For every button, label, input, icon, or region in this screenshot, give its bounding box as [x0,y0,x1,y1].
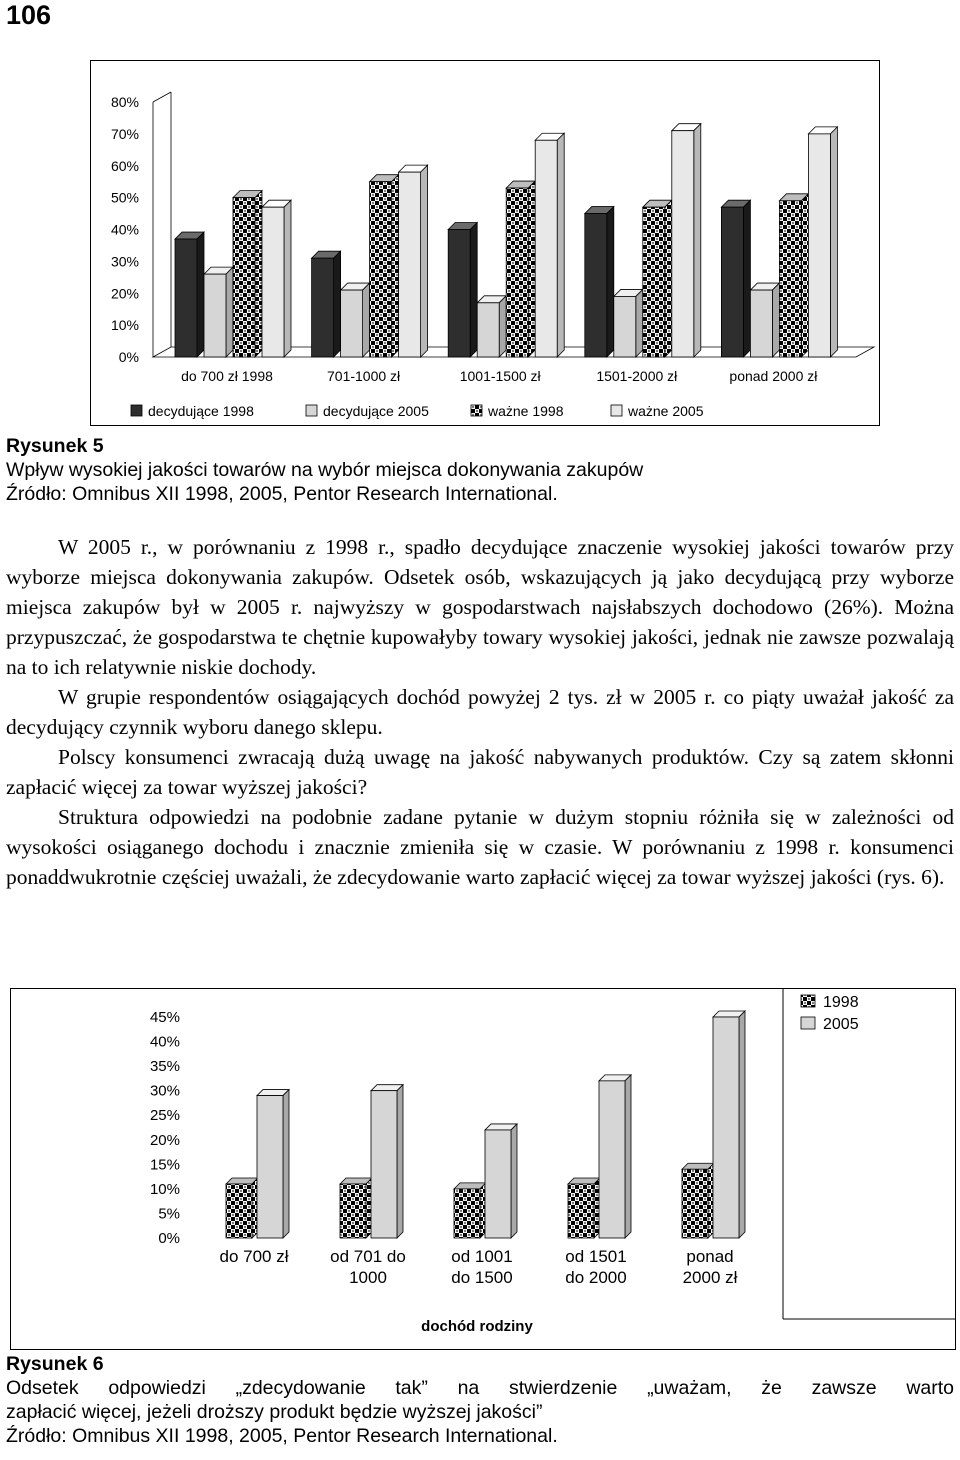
chart-willingness-to-pay [10,988,956,1350]
body-paragraph: W grupie respondentów osiągających dochód powyżej 2 tys. zł w 2005 r. co piąty uważał jakość za decydujący czynnik wyboru danego sklepu. [6,685,954,739]
bar-side [743,200,750,357]
bar-front [682,1169,708,1238]
bar-front [750,290,772,357]
legend-swatch [306,405,317,416]
bar-front [477,303,499,357]
wall-top-edge [153,92,171,102]
bar-side [255,191,262,357]
body-paragraph: Struktura odpowiedzi na podobnie zadane pytanie w dużym stopniu różniła się w zależności od wysokości osiąganego dochodu i znacznie zmieniła się w czasie. W porównaniu z 1998 r. konsumenci ponaddwukrotnie częściej uważali, że zdecydowanie warto zapłacić więcej za towar wyższej jakości (rys. 6). [6,805,954,889]
bar [233,191,262,357]
bar [454,1183,486,1238]
bar-front [643,207,665,357]
legend-swatch [611,405,622,416]
legend-swatch [801,1017,815,1029]
bar [779,194,808,357]
y-tick-label: 10% [149,1180,180,1198]
bar-front [614,296,636,357]
figure6-caption-line2: zapłacić więcej, jeżeli droższy produkt będzie wyższej jakości” [6,1401,543,1423]
bar-front [599,1081,625,1238]
x-category-label: 1501-2000 zł [596,368,678,384]
bar-front [257,1096,283,1238]
bar-side [830,127,837,357]
bar [175,232,204,357]
y-tick-label: 10% [110,317,139,334]
x-category-label: do 1500 [451,1268,513,1287]
x-category-label: do 2000 [565,1268,627,1287]
bar-side [392,175,399,357]
bar-front [672,131,694,357]
bar-side [694,124,701,357]
bar-front [779,201,801,357]
legend-label: ważne 2005 [628,403,704,419]
figure5-label: Rysunek 5 [6,435,104,457]
bar-front [341,290,363,357]
bar [585,207,614,357]
x-category-label: 2000 zł [682,1268,738,1287]
y-tick-label: 30% [110,253,139,270]
bar-front [226,1184,252,1238]
bar-side [283,1090,289,1238]
legend-swatch [801,995,815,1007]
y-tick-label: 20% [110,285,139,302]
bar-side [607,207,614,357]
body-paragraph: Polscy konsumenci zwracają dużą uwagę na jakość nabywanych produktów. Czy są zatem skłonni zapłacić więcej za towar wyższej jakości? [6,745,954,799]
bar-side [528,181,535,357]
bar-side [511,1124,517,1238]
bar-side [625,1075,631,1238]
bar-side [665,200,672,357]
bar-side [499,296,506,357]
x-category-label: do 700 zł [219,1247,289,1266]
bar-front [506,188,528,357]
legend-label: 2005 [823,1016,859,1033]
bar [448,223,477,358]
page-number: 106 [6,0,52,30]
y-tick-label: 60% [110,157,139,174]
bar-side [636,289,643,357]
bar-side [334,251,341,357]
bar [643,200,672,357]
bar-front [340,1184,366,1238]
bar [341,283,370,357]
x-category-label: ponad 2000 zł [729,368,818,384]
bar [535,133,564,357]
chart2-svg [11,989,955,1349]
x-category-label: od 701 do [330,1247,406,1266]
bar-front [585,214,607,357]
legend-swatch [471,405,482,416]
x-axis-title: dochód rodziny [421,1318,533,1335]
bar [614,289,643,357]
x-category-label: 701-1000 zł [327,368,401,384]
bar-side [284,200,291,357]
bar [568,1178,600,1238]
bar [485,1124,517,1238]
body-text [6,532,954,892]
bar-side [197,232,204,357]
bar-side [397,1085,403,1238]
bar [750,283,779,357]
bar-front [399,172,421,357]
bar [477,296,506,357]
bar-front [448,230,470,358]
bar [370,175,399,357]
bar [599,1075,631,1238]
bar [721,200,750,357]
bar-side [226,267,233,357]
bar [257,1090,289,1238]
bar-front [808,134,830,357]
chart-quality-store-choice [90,60,880,426]
body-paragraph: W 2005 r., w porównaniu z 1998 r., spadło decydujące znaczenie wysokiej jakości towarów przy wyborze miejsca dokonywania zakupów. Odsetek osób, wskazujących ją jako decydującą przy wyborze miejsca zakupów był w 2005 r. najwyższy w gospodarstwach najsłabszych dochodowo (26%). Można przypuszczać, że gospodarstwa te chętnie kupowałyby towary wysokiej jakości, jednak nie zawsze pozwalają na to ich relatywnie niskie dochody. [6,535,954,679]
bar [682,1163,714,1238]
y-tick-label: 0% [158,1230,180,1247]
bar-front [485,1130,511,1238]
bar [262,200,291,357]
bar-front [568,1184,594,1238]
legend-label: decydujące 2005 [323,403,429,419]
figure5-caption [6,434,643,506]
bar-front [721,207,743,357]
bar [506,181,535,357]
y-tick-label: 35% [149,1058,180,1076]
figure6-caption-line1: Odsetek odpowiedzi „zdecydowanie tak” na stwierdzenie „uważam, że zawsze warto [6,1377,954,1399]
x-category-label: od 1501 [565,1247,627,1266]
bar [399,165,428,357]
figure6-caption [6,1352,954,1448]
bar-front [312,258,334,357]
bar-side [421,165,428,357]
x-category-label: 1001-1500 zł [459,368,541,384]
y-tick-label: 40% [110,221,139,238]
bar-front [713,1017,739,1238]
bar-front [370,182,392,357]
legend-label: 1998 [823,994,859,1011]
figure5-source: Źródło: Omnibus XII 1998, 2005, Pentor Research International. [6,483,558,505]
legend-label: decydujące 1998 [148,403,254,419]
legend-label: ważne 1998 [488,403,564,419]
bar-front [262,207,284,357]
bar-side [363,283,370,357]
x-category-label: od 1001 [451,1247,513,1266]
bar [713,1011,745,1238]
bar [226,1178,258,1238]
y-tick-label: 20% [149,1131,180,1149]
chart1-svg [91,61,879,425]
x-category-label: 1000 [349,1268,387,1287]
y-tick-label: 70% [110,125,139,142]
x-category-label: ponad [686,1247,734,1266]
y-tick-label: 30% [149,1082,180,1100]
figure6-source: Źródło: Omnibus XII 1998, 2005, Pentor Research International. [6,1425,558,1447]
y-tick-label: 40% [149,1033,180,1051]
bar [204,267,233,357]
bar-side [772,283,779,357]
y-tick-label: 0% [118,349,139,365]
bar [808,127,837,357]
x-category-label: do 700 zł 1998 [181,368,273,384]
y-tick-label: 80% [110,94,139,110]
figure5-title: Wpływ wysokiej jakości towarów na wybór miejsca dokonywania zakupów [6,459,644,481]
bar-front [454,1189,480,1238]
bar-front [535,140,557,357]
bar-front [233,198,255,357]
y-tick-label: 50% [110,189,139,206]
bar [312,251,341,357]
figure6-label: Rysunek 6 [6,1353,104,1375]
bar-front [204,274,226,357]
bar-side [801,194,808,357]
bar [371,1085,403,1238]
bar-side [470,223,477,358]
y-tick-label: 45% [149,1009,180,1026]
y-tick-label: 5% [158,1205,180,1223]
y-tick-label: 25% [149,1107,180,1125]
bar-front [371,1091,397,1238]
y-tick-label: 15% [149,1156,180,1174]
bar-side [739,1011,745,1238]
legend-swatch [131,405,142,416]
bar [672,124,701,357]
bar-side [557,133,564,357]
bar-front [175,239,197,357]
bar [340,1178,372,1238]
